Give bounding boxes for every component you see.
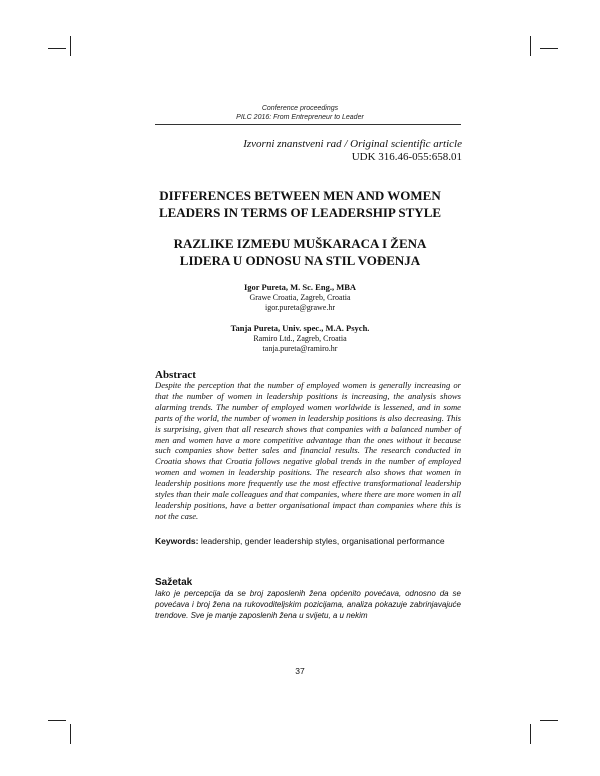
title-croatian-line1: RAZLIKE IZMEĐU MUŠKARACA I ŽENA	[173, 236, 427, 251]
sazetak-text: Iako je percepcija da se broj zaposlenih žena općenito povećava, odnosno da se povećava i broj žena na rukovoditeljskim pozicijama, analiza pokazuje zabrinjavajuće trendove. Sve je manje zaposlenih žena u svijetu, a u nekim	[155, 589, 461, 621]
crop-mark-top-left-h	[48, 48, 66, 49]
abstract-text: Despite the perception that the number of employed women is generally increasing or that the number of women in leadership positions is increasing, the analysis shows alarming trends. The number of employed women worldwide is lessened, and in some parts of the world, the number of women in leadership positions is also decreasing. This is surprising, given that all research shows that companies with a balanced number of men and women have a more competitive advantage than the ones without it because such companies show better sales and financial results. The research conducted in Croatia shows that Croatia follows negative global trends in the number of employed women and women in leadership positions. The research also shows that women in leadership positions more frequently use the most effective transformational leadership styles than their male colleagues and that companies, where there are more women in all leadership positions, have a better organisational impact than companies where this is not the case.	[155, 380, 461, 521]
udk-code: UDK 316.46-055:658.01	[351, 151, 462, 163]
keywords	[155, 536, 461, 547]
title-english-line2: LEADERS IN TERMS OF LEADERSHIP STYLE	[158, 205, 442, 220]
crop-mark-bottom-right-h	[540, 720, 558, 721]
abstract-heading: Abstract	[155, 369, 196, 381]
page-number: 37	[295, 666, 305, 676]
author-affiliation: Ramiro Ltd., Zagreb, Croatia	[253, 333, 347, 343]
title-english-line1: DIFFERENCES BETWEEN MEN AND WOMEN	[159, 188, 441, 203]
keywords-text: leadership, gender leadership styles, organisational performance	[198, 536, 445, 546]
crop-mark-top-right-h	[540, 48, 558, 49]
crop-mark-bottom-left-h	[48, 720, 66, 721]
running-head-line1: Conference proceedings	[261, 105, 339, 112]
author-email[interactable]: igor.pureta@grawe.hr	[264, 303, 335, 312]
author-block-2	[0, 323, 600, 355]
crop-mark-top-right	[530, 36, 531, 56]
title-english	[0, 187, 600, 221]
author-name: Igor Pureta, M. Sc. Eng., MBA	[243, 282, 357, 292]
author-email[interactable]: tanja.pureta@ramiro.hr	[262, 344, 338, 353]
crop-mark-bottom-left	[70, 724, 71, 744]
sazetak-heading: Sažetak	[155, 577, 193, 588]
keywords-label: Keywords:	[155, 536, 199, 546]
author-affiliation: Grawe Croatia, Zagreb, Croatia	[249, 292, 351, 302]
article-type: Izvorni znanstveni rad / Original scientific article	[243, 138, 462, 150]
running-head-line2: PILC 2016: From Entrepreneur to Leader	[236, 114, 364, 121]
title-croatian-line2: LIDERA U ODNOSU NA STIL VOĐENJA	[179, 253, 421, 268]
running-head	[0, 104, 600, 122]
crop-mark-top-left	[70, 36, 71, 56]
header-rule	[155, 124, 461, 125]
author-block-1	[0, 282, 600, 314]
title-croatian	[0, 235, 600, 269]
crop-mark-bottom-right	[530, 724, 531, 744]
author-name: Tanja Pureta, Univ. spec., M.A. Psych.	[230, 323, 370, 333]
